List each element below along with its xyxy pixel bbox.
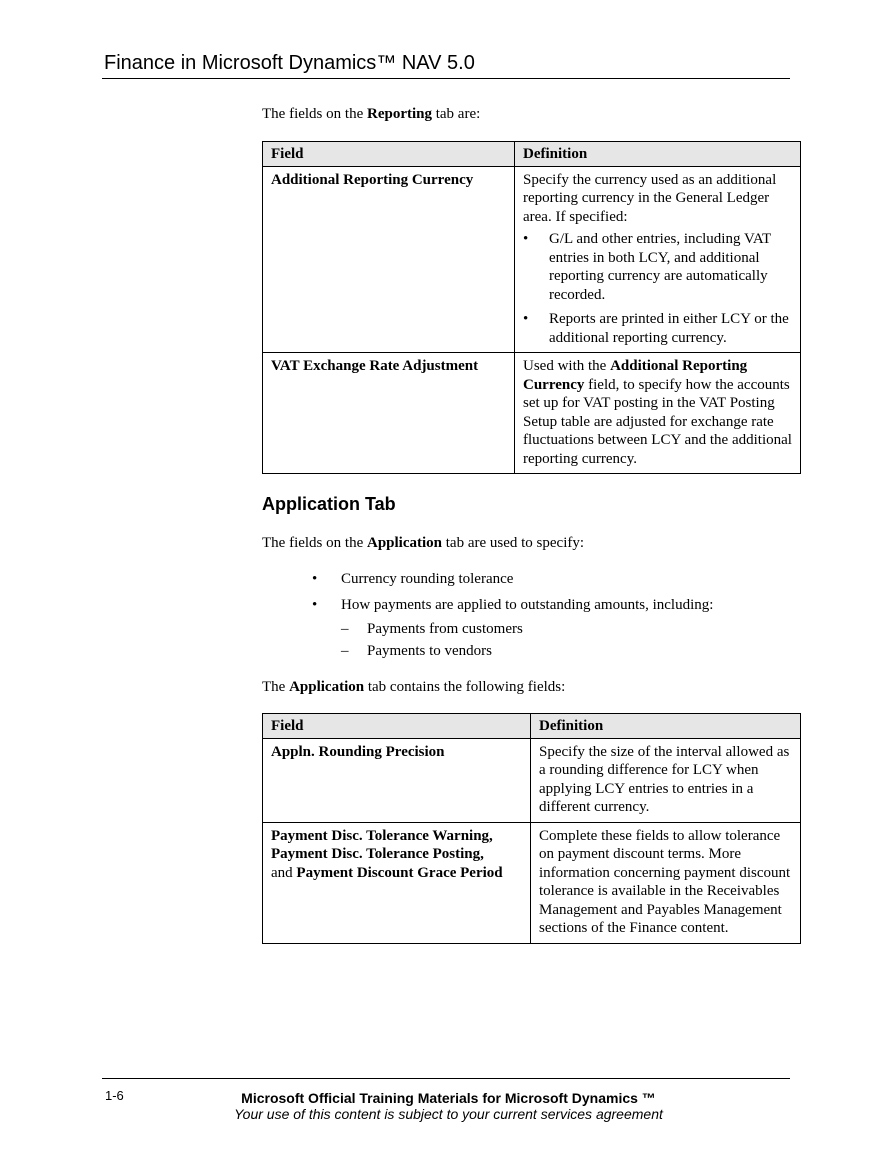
column-header-definition: Definition	[515, 142, 801, 167]
sub-list	[341, 620, 713, 660]
list-item	[523, 310, 792, 347]
application-bullet-list	[312, 570, 713, 668]
list-item	[312, 596, 713, 660]
field-definition	[515, 353, 801, 474]
definition-bullet-list	[523, 230, 792, 347]
application-intro-text-end: tab are used to specify:	[442, 535, 585, 551]
application-fields-intro-bold: Application	[289, 679, 365, 695]
application-intro-bold: Application	[366, 535, 442, 551]
sub-list-item	[312, 620, 713, 638]
bullet-icon: •	[312, 597, 318, 613]
definition-text: Specify the currency used as an additional reporting currency in the General Ledger area. If specified:	[523, 171, 777, 225]
application-fields-intro	[262, 678, 565, 696]
reporting-intro	[262, 105, 480, 123]
page-number: 1-6	[105, 1088, 124, 1103]
field-name	[263, 822, 531, 943]
reporting-intro-bold: Reporting	[366, 106, 432, 122]
table-header-row	[263, 714, 801, 739]
dash-icon: –	[341, 643, 349, 659]
table-header-row	[263, 142, 801, 167]
footer-divider	[102, 1078, 790, 1079]
list-item-text: How payments are applied to outstanding amounts, including:	[341, 597, 714, 613]
footer-title: Microsoft Official Training Materials for Microsoft Dynamics ™	[241, 1090, 656, 1106]
page-header-title: Finance in Microsoft Dynamics™ NAV 5.0	[104, 52, 475, 74]
field-name-conjunction: and	[271, 864, 297, 881]
field-name: Additional Reporting Currency	[263, 166, 515, 353]
definition-text: Used with the	[523, 358, 611, 374]
reporting-fields-table	[262, 141, 801, 474]
column-header-definition: Definition	[531, 714, 801, 739]
table-row	[263, 353, 801, 474]
application-intro	[262, 534, 584, 552]
table-row	[263, 738, 801, 822]
sub-list-item-text: Payments from customers	[367, 621, 523, 637]
field-name: Appln. Rounding Precision	[263, 738, 531, 822]
dash-icon: –	[341, 621, 349, 637]
application-intro-text: The fields on the	[262, 535, 367, 551]
field-name-part: Payment Discount Grace Period	[296, 864, 503, 881]
column-header-field: Field	[263, 142, 515, 167]
bullet-icon: •	[523, 311, 529, 327]
bullet-icon: •	[523, 231, 529, 247]
field-definition	[515, 166, 801, 353]
sub-list-item-text: Payments to vendors	[367, 643, 492, 659]
definition-bold-text: Additional Reporting Currency	[523, 358, 748, 393]
column-header-field: Field	[263, 714, 531, 739]
header-divider	[102, 78, 790, 79]
list-item-text: G/L and other entries, including VAT entries in both LCY, and additional reporting currency are automatically recorded.	[549, 231, 771, 303]
section-heading: Application Tab	[262, 494, 396, 514]
application-fields-table	[262, 713, 801, 944]
field-definition: Specify the size of the interval allowed as a rounding difference for LCY when applying LCY entries to entries in a different currency.	[531, 738, 801, 822]
definition-text-end: field, to specify how the accounts set up for VAT posting in the VAT Posting Setup table are adjusted for exchange rate fluctuations between LCY and the additional reporting currency.	[523, 376, 792, 467]
field-definition: Complete these fields to allow tolerance on payment discount terms. More information concerning payment discount tolerance is available in the Receivables Management and Payables Management sections of the Finance content.	[531, 822, 801, 943]
footer-notice: Your use of this content is subject to your current services agreement	[234, 1106, 663, 1122]
list-item	[523, 230, 792, 304]
list-item-text: Reports are printed in either LCY or the additional reporting currency.	[549, 311, 789, 346]
field-name-part: Payment Disc. Tolerance Warning,	[271, 827, 493, 844]
reporting-intro-text: The fields on the	[262, 106, 367, 122]
sub-list-item	[312, 642, 713, 660]
reporting-intro-text-end: tab are:	[431, 106, 481, 122]
field-name-part: Payment Disc. Tolerance Posting,	[271, 846, 484, 862]
table-row	[263, 822, 801, 943]
field-name: VAT Exchange Rate Adjustment	[263, 353, 515, 474]
application-fields-intro-text-end: tab contains the following fields:	[364, 679, 566, 695]
table-row	[263, 166, 801, 353]
application-fields-intro-text: The	[262, 679, 290, 695]
list-item	[312, 570, 713, 588]
list-item-text: Currency rounding tolerance	[341, 571, 514, 587]
bullet-icon: •	[312, 571, 318, 587]
